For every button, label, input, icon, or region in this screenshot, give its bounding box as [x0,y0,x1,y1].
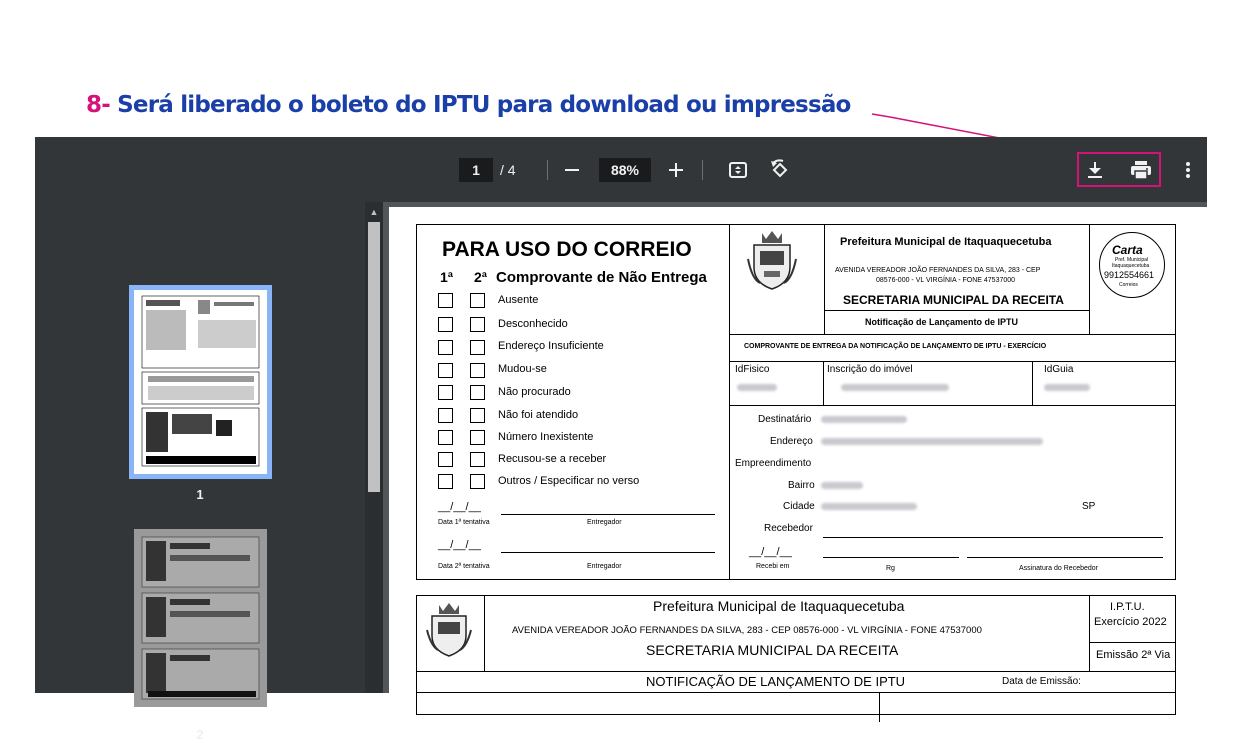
option-label: Ausente [498,294,539,306]
rg-line [823,557,959,558]
fit-page-icon [728,160,748,180]
redacted-destinatario [821,416,907,423]
redacted-idfisico [737,384,777,391]
checkbox-2a[interactable] [470,430,485,445]
checkbox-1a[interactable] [438,363,453,378]
comprovante-title: Comprovante de Não Entrega [496,269,707,286]
checkbox-2a[interactable] [470,340,485,355]
address-line-1: AVENIDA VEREADOR JOÃO FERNANDES DA SILVA, 283 - CEP [835,267,1041,274]
empreendimento-label: Empreendimento [735,458,812,469]
checkbox-2a[interactable] [470,474,485,489]
print-button[interactable] [1125,154,1157,186]
thumbnail-sidebar [35,202,365,742]
step-number: 8- [86,92,110,118]
option-label: Desconhecido [498,318,568,330]
checkbox-1a[interactable] [438,385,453,400]
checkbox-1a[interactable] [438,474,453,489]
redacted-cidade [821,503,917,510]
plus-icon [668,162,684,178]
notificacao-title: Notificação de Lançamento de IPTU [865,317,1019,327]
checkbox-2a[interactable] [470,408,485,423]
checkbox-2a[interactable] [470,363,485,378]
caption-text: Será liberado o boleto do IPTU para download ou impressão [117,92,851,118]
more-options-button[interactable] [1172,154,1204,186]
column-2-header: 2ª [474,269,487,285]
recebedor-label: Recebedor [764,523,813,534]
inscricao-label: Inscrição do imóvel [827,364,913,375]
signature-line [501,514,715,515]
iptu-label: I.P.T.U. [1110,601,1145,613]
option-label: Número Inexistente [498,431,594,443]
option-label: Não foi atendido [498,409,579,421]
rule [730,334,1176,335]
rule [1089,224,1090,334]
entregador2-label: Entregador [587,563,622,570]
data1-label: Data 1ª tentativa [438,519,490,526]
redacted-endereco [821,438,1043,445]
rule [825,310,1089,311]
zoom-out-button[interactable] [556,154,588,186]
rotate-icon [769,159,791,181]
rule [730,405,1176,406]
pdf-page [389,207,1207,707]
endereco-label: Endereço [770,436,813,447]
rule [1089,595,1090,671]
checkbox-1a[interactable] [438,293,453,308]
entregador1-label: Entregador [587,519,622,526]
data2-label: Data 2ª tentativa [438,563,490,570]
rule [823,361,824,405]
option-label: Não procurado [498,386,571,398]
thumbnail-2-label: 2 [196,727,204,742]
option-label: Endereço Insuficiente [498,340,604,352]
sidebar-scrollbar-thumb[interactable] [368,222,380,492]
carta-line3: Correios [1119,282,1138,288]
city-crest-icon [425,602,473,658]
toolbar-divider [547,160,548,180]
carta-number: 9912554661 [1104,270,1155,280]
viewer-toolbar [35,137,1207,202]
download-button[interactable] [1079,154,1111,186]
lower-address: AVENIDA VEREADOR JOÃO FERNANDES DA SILVA, 283 - CEP 08576-000 - VL VIRGÍNIA - FONE 47537000 [512,625,982,636]
redacted-idguia [1044,384,1090,391]
rotate-button[interactable] [764,154,796,186]
thumbnail-1-label: 1 [196,487,204,502]
checkbox-1a[interactable] [438,452,453,467]
page-number-input[interactable]: 1 [459,158,493,182]
comprovante-entrega-title: COMPROVANTE DE ENTREGA DA NOTIFICAÇÃO DE LANÇAMENTO DE IPTU - EXERCÍCIO [744,343,1047,350]
page-total: / 4 [500,162,516,178]
checkbox-1a[interactable] [438,340,453,355]
lower-secretaria: SECRETARIA MUNICIPAL DA RECEITA [646,642,899,658]
idguia-label: IdGuia [1044,364,1074,375]
correio-title: PARA USO DO CORREIO [442,238,692,261]
rule [484,595,485,671]
city-crest-icon [746,229,798,291]
checkbox-2a[interactable] [470,317,485,332]
rule [416,692,1176,693]
exercicio-label: Exercício 2022 [1094,616,1167,628]
destinatario-label: Destinatário [758,414,812,425]
idfisico-label: IdFisico [735,364,770,375]
lower-prefeitura: Prefeitura Municipal de Itaquaquecetuba [653,598,905,614]
toolbar-divider [702,160,703,180]
bairro-label: Bairro [788,480,815,491]
uf-value: SP [1082,501,1096,512]
emissao-label: Emissão 2ª Via [1096,649,1171,661]
rule [416,671,1176,672]
recebi-em-label: Recebi em [756,563,790,570]
thumbnail-preview [134,529,267,707]
rg-label: Rg [886,565,895,572]
print-icon [1130,160,1152,180]
assinatura-label: Assinatura do Recebedor [1019,565,1098,572]
minus-icon [564,162,580,178]
fit-page-button[interactable] [722,154,754,186]
more-vert-icon [1185,161,1191,179]
option-label: Mudou-se [498,363,547,375]
carta-line2: Itaquaquecetuba [1112,263,1150,269]
rule [1032,361,1033,405]
assinatura-line [967,557,1163,558]
page-thumbnail-1[interactable] [134,290,267,474]
date-mask: __/__/__ [438,539,481,551]
recebedor-line [823,537,1163,538]
zoom-input[interactable]: 88% [599,158,651,182]
rule [1089,642,1176,643]
signature-line [501,552,715,553]
column-1-header: 1ª [440,269,453,285]
checkbox-1a[interactable] [438,317,453,332]
thumbnail-preview [134,290,267,474]
checkbox-1a[interactable] [438,408,453,423]
checkbox-2a[interactable] [470,293,485,308]
secretaria-name: SECRETARIA MUNICIPAL DA RECEITA [843,293,1064,307]
rule [879,692,880,722]
carta-line1: Pref. Municipal [1115,257,1149,263]
download-icon [1086,161,1104,179]
prefeitura-name: Prefeitura Municipal de Itaquaquecetuba [840,236,1052,248]
checkbox-2a[interactable] [470,452,485,467]
data-emissao-label: Data de Emissão: [1002,676,1081,687]
redacted-inscricao [841,384,949,391]
address-line-2: 08576-000 - VL VIRGÍNIA - FONE 47537000 [876,277,1016,284]
option-label: Recusou-se a receber [498,453,607,465]
lower-notificacao: NOTIFICAÇÃO DE LANÇAMENTO DE IPTU [646,674,906,689]
page-thumbnail-2[interactable] [134,529,267,707]
pdf-viewer [35,137,1207,742]
carta-title: Carta [1112,243,1143,257]
option-label: Outros / Especificar no verso [498,475,640,487]
zoom-in-button[interactable] [660,154,692,186]
date-mask: __/__/__ [438,501,481,513]
cidade-label: Cidade [783,501,815,512]
rule [730,361,1176,362]
checkbox-2a[interactable] [470,385,485,400]
redacted-bairro [821,482,863,489]
recebi-date-mask: __/__/__ [749,546,792,558]
scroll-up-arrow-icon[interactable]: ▲ [369,207,379,217]
checkbox-1a[interactable] [438,430,453,445]
